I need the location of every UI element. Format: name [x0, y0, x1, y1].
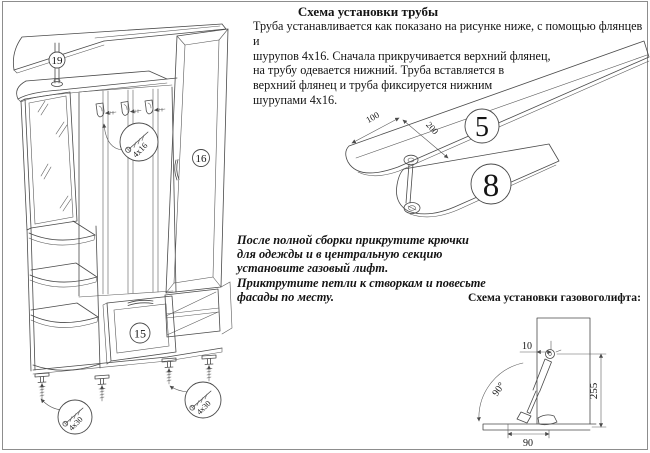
dim-90 [508, 424, 549, 449]
part-number-label: 16 [195, 153, 207, 165]
part-5-badge [465, 109, 499, 143]
screw-callout-4x16 [104, 123, 158, 161]
door-panel [537, 318, 590, 424]
text-line: После полной сборки прикрутите крючки [237, 233, 469, 247]
text-line: на трубу одевается нижний. Труба вставляется в [253, 63, 505, 78]
text-line: фасады по месту. [237, 289, 334, 304]
text-line: Труба устанавливается как показано на рисунке ниже, с помощью флянцев и [253, 19, 643, 48]
angle-arc [479, 363, 523, 421]
dim-255 [557, 354, 606, 427]
screw-size-label: 4x30 [66, 414, 85, 433]
dim-label: 90° [490, 380, 508, 399]
dim-label: 255 [588, 382, 600, 400]
coat-hook [145, 100, 165, 114]
base-board [483, 424, 596, 430]
dim-100 [352, 109, 399, 143]
text-line: Приктрутите петли к створкам и повесьте [237, 275, 486, 290]
part-15-badge [130, 323, 150, 343]
foot [162, 358, 176, 384]
dim-label: 200 [423, 119, 441, 137]
part-number-label: 5 [475, 112, 489, 143]
coat-hook [96, 103, 116, 117]
part-number-label: 15 [134, 326, 146, 341]
corner-shelves [27, 221, 100, 371]
door-handle [175, 160, 179, 181]
foot [35, 373, 49, 399]
text-line: верхний флянец и труба фиксируется нижним [253, 78, 493, 93]
tube-section-title: Схема установки трубы [297, 4, 439, 19]
dim-10 [520, 341, 551, 352]
screw-callout-4x30-right [170, 382, 221, 418]
foot [202, 355, 216, 381]
coat-hook [121, 102, 141, 116]
dim-label: 90 [523, 438, 533, 449]
part-number-label: 8 [482, 168, 500, 204]
tube-diagram [346, 41, 649, 217]
screw-callout-4x30-left [41, 399, 92, 434]
screw-size-label: 4x30 [194, 398, 213, 417]
part-19-badge [49, 52, 65, 68]
text-line: для одежды и в центральную секцию [237, 247, 443, 262]
text-line: установите газовый лифт. [237, 261, 389, 276]
screw-size-label: 4x16 [130, 140, 150, 160]
part-16-badge [193, 150, 210, 167]
part-number-label: 19 [51, 55, 63, 67]
mirror-panel [21, 92, 77, 230]
gaslift-diagram [479, 318, 606, 449]
wardrobe-drawing [13, 24, 232, 434]
callout-arrow [41, 399, 62, 410]
hook-rail [79, 85, 176, 297]
callout-arrow [170, 386, 188, 392]
connecting-tube [404, 155, 420, 213]
mirror-hatching [38, 101, 71, 211]
gas-strut [517, 350, 561, 425]
top-shelf [13, 24, 226, 73]
text-line: шурупов 4x16. Сначала прикручивается верхний флянец, [253, 48, 551, 63]
text-line: шурупами 4x16. [253, 92, 338, 107]
part-8-badge [471, 164, 511, 204]
dim-label: 100 [364, 109, 381, 126]
gaslift-section-title: Схема установки газовоголифта: [468, 291, 641, 304]
dim-label: 10 [522, 341, 532, 352]
foot [95, 375, 109, 401]
drawer-handle [128, 300, 153, 305]
upper-shelf-panel [346, 41, 649, 176]
